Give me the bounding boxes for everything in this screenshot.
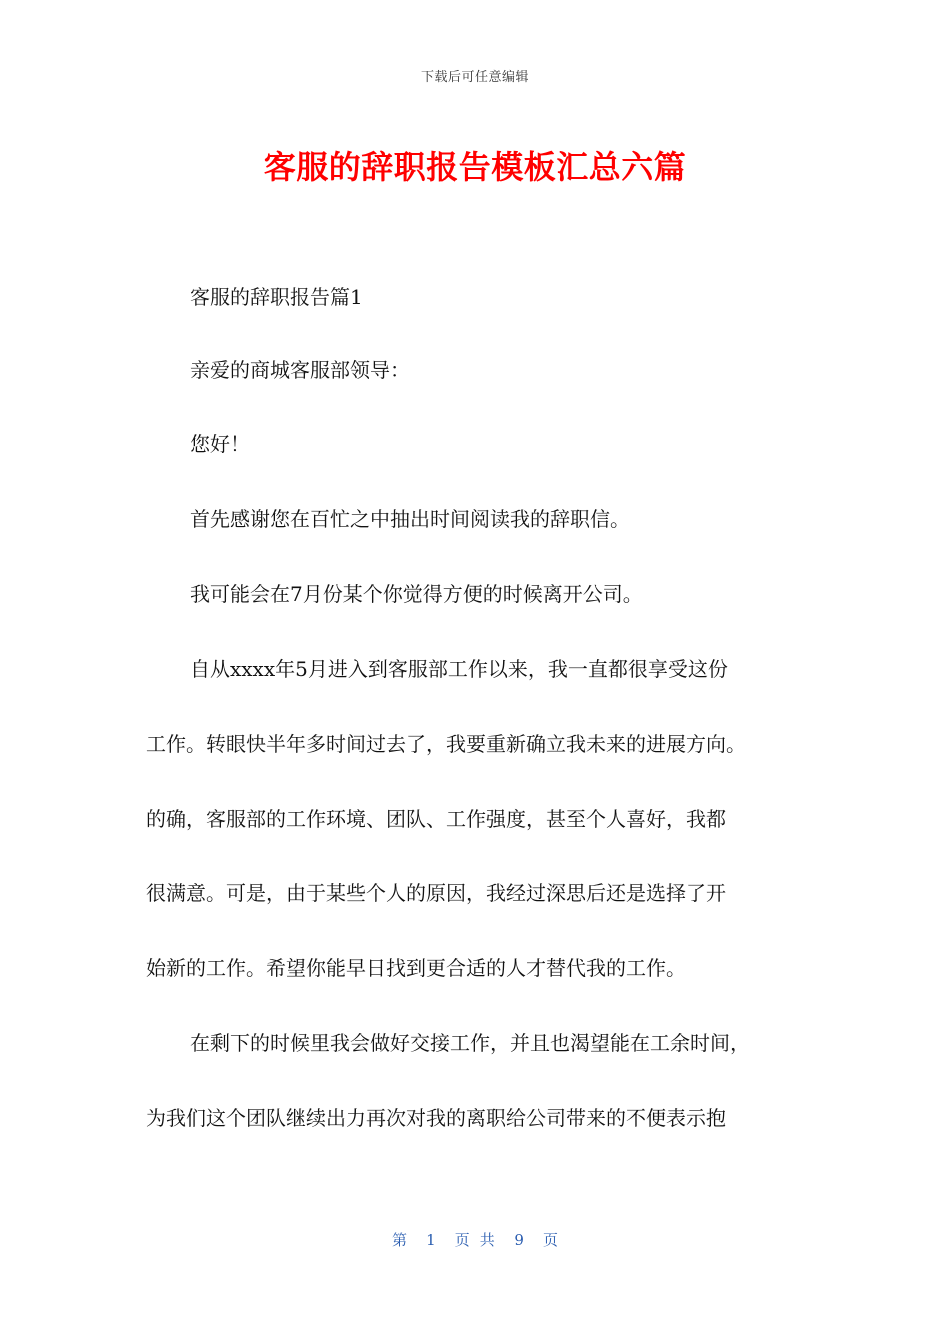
paragraph-line: 工作。转眼快半年多时间过去了，我要重新确立我未来的进展方向。 [146, 732, 746, 756]
page-footer [0, 1229, 950, 1250]
paragraph-line: 首先感谢您在百忙之中抽出时间阅读我的辞职信。 [190, 507, 630, 531]
paragraph-line: 为我们这个团队继续出力再次对我的离职给公司带来的不便表示抱 [146, 1106, 726, 1130]
paragraph-line: 自从xxxx年5月进入到客服部工作以来，我一直都很享受这份 [190, 657, 728, 681]
footer-prefix: 第 [392, 1231, 408, 1249]
paragraph-line: 的确，客服部的工作环境、团队、工作强度，甚至个人喜好，我都 [146, 807, 726, 831]
total-pages-number: 9 [514, 1231, 524, 1249]
paragraph-line: 在剩下的时候里我会做好交接工作，并且也渴望能在工余时间， [190, 1031, 750, 1055]
footer-middle: 页共 [454, 1231, 505, 1249]
footer-suffix: 页 [542, 1231, 558, 1249]
current-page-number: 1 [426, 1231, 436, 1249]
greeting: 您好！ [190, 432, 250, 456]
section-heading: 客服的辞职报告篇1 [190, 285, 363, 309]
paragraph-line: 很满意。可是，由于某些个人的原因，我经过深思后还是选择了开 [146, 881, 726, 905]
paragraph-line: 始新的工作。希望你能早日找到更合适的人才替代我的工作。 [146, 956, 686, 980]
paragraph-line: 我可能会在7月份某个你觉得方便的时候离开公司。 [190, 582, 643, 606]
document-title: 客服的辞职报告模板汇总六篇 [263, 148, 687, 186]
salutation: 亲爱的商城客服部领导： [190, 358, 410, 382]
header-note: 下载后可任意编辑 [420, 70, 529, 85]
